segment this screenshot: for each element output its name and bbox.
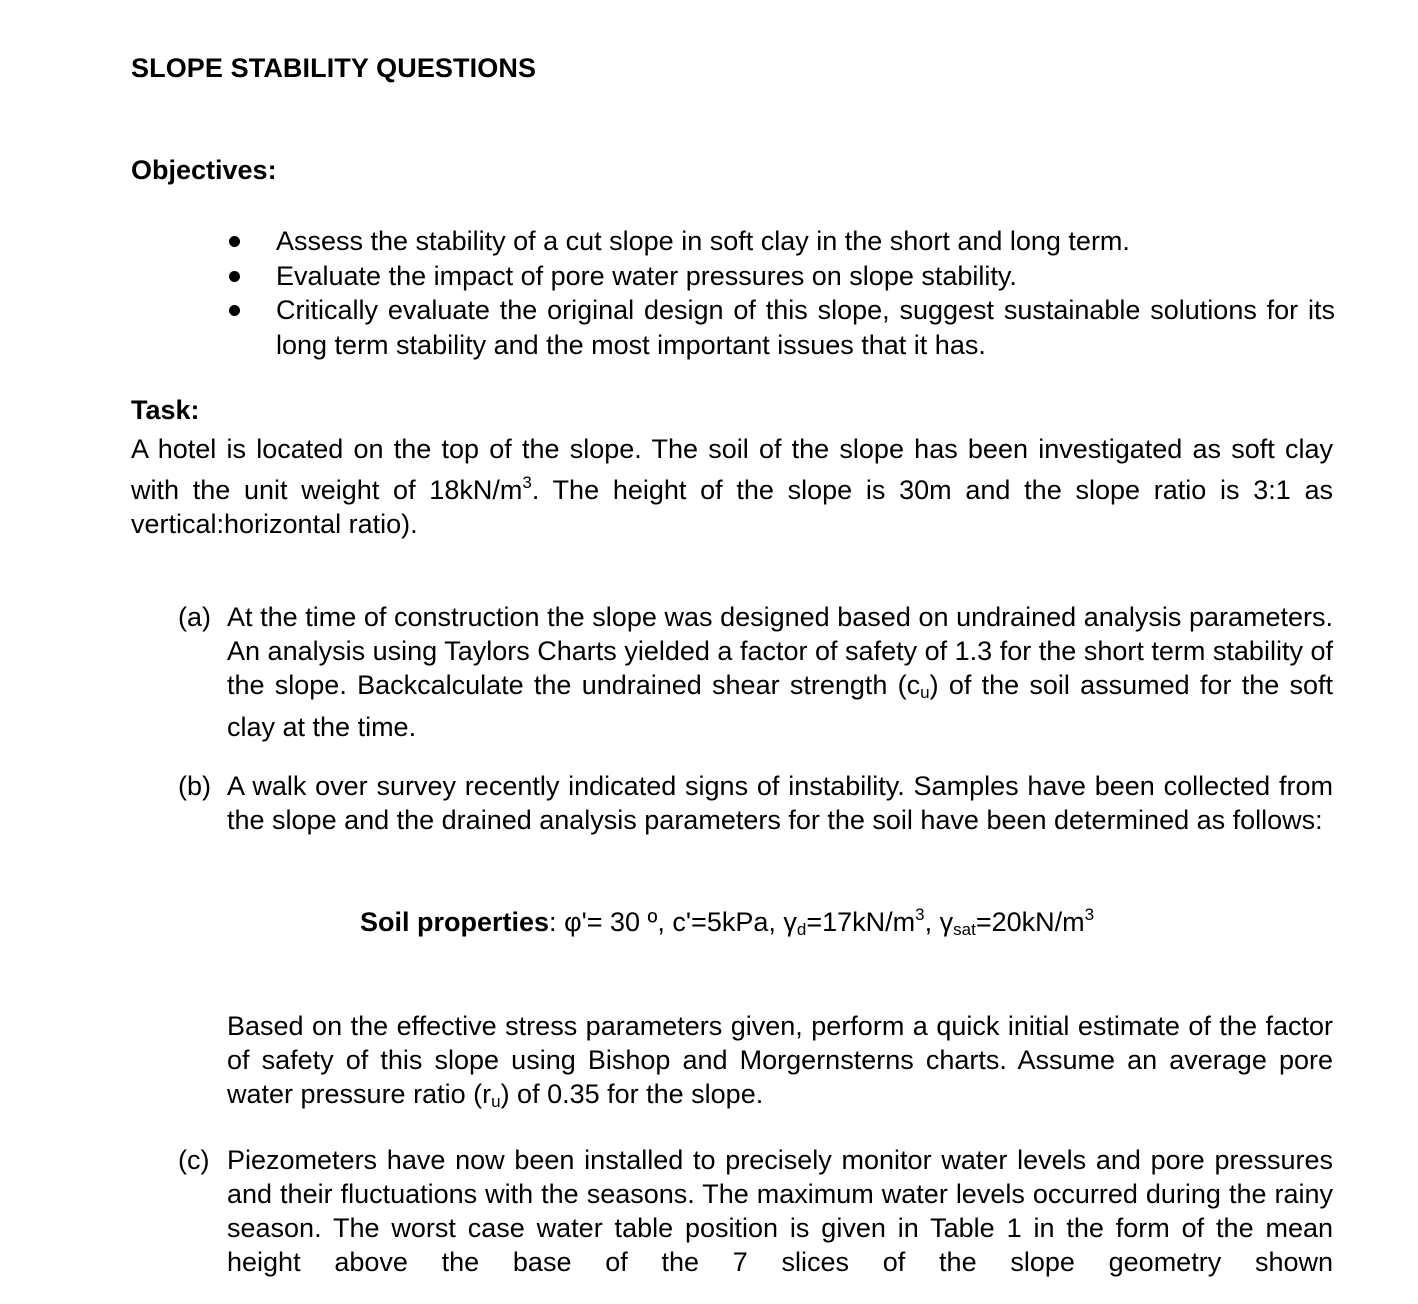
question-b-followup-start: Based on the effective stress parameters given, perform a quick initial estimate of the factor of safety of this slope using Bishop and Morgernsterns charts. Assume an average pore water pressure ratio (r — [227, 1011, 1333, 1109]
question-b-text: A walk over survey recently indicated signs of instability. Samples have been collected from the slope and the drained analysis parameters for the soil have been determined as follows: — [227, 771, 1333, 835]
question-a-text-end: ) of the soil assumed for the soft clay at the time. — [227, 670, 1333, 742]
question-a-text-start: At the time of construction the slope was designed based on undrained analysis parameters. An analysis using Taylors Charts yielded a factor of safety of 1.3 for the short term stability of the slope. Backcalculate the undrained shear strength (c — [227, 602, 1333, 700]
task-text-end: . The height of the slope is 30m and the slope ratio is 3:1 as vertical:horizontal ratio). — [131, 475, 1333, 539]
gamma-d-subscript: d — [796, 920, 807, 939]
objective-text: Evaluate the impact of pore water pressures on slope stability. — [276, 260, 1017, 291]
objectives-list — [225, 224, 1335, 362]
bullet-icon — [229, 236, 240, 247]
objective-text: Critically evaluate the original design of this slope, suggest sustainable solutions for its long term stability and the most important issues that it has. — [276, 295, 1335, 360]
question-a-label: (a) — [178, 602, 211, 632]
objective-item — [225, 259, 1335, 294]
soil-phi-c: φ'= 30 º, c'=5kPa, — [556, 907, 784, 937]
bullet-icon — [229, 305, 240, 316]
bullet-icon — [229, 271, 240, 282]
soil-properties-line — [360, 905, 1094, 940]
gamma-d-symbol: γ — [783, 907, 797, 937]
soil-properties-label: Soil properties — [360, 907, 550, 937]
question-b-followup — [227, 1009, 1333, 1119]
gamma-d-value: =17kN/m — [806, 907, 916, 937]
objectives-heading: Objectives: — [131, 155, 277, 185]
question-a-text — [227, 600, 1333, 744]
objective-item — [225, 293, 1335, 362]
gamma-sat-value: =20kN/m — [975, 907, 1085, 937]
soil-colon: : — [549, 907, 557, 937]
task-heading: Task: — [131, 395, 200, 425]
gamma-d-cubed: 3 — [915, 905, 925, 924]
question-b — [178, 769, 1333, 837]
question-c-text: Piezometers have now been installed to precisely monitor water levels and pore pressures and their fluctuations with the seasons. The maximum water levels occurred during the rainy season. The worst case water table position is given in Table 1 in the form of the mean height above the base of the 7 slices of the slope geometry shown — [227, 1145, 1333, 1277]
soil-separator: , — [924, 907, 940, 937]
question-b-followup-end: ) of 0.35 for the slope. — [500, 1079, 764, 1109]
page-title: SLOPE STABILITY QUESTIONS — [131, 53, 537, 83]
objective-item — [225, 224, 1335, 259]
question-b-followup-subscript: u — [491, 1092, 501, 1111]
question-c-label: (c) — [178, 1145, 210, 1175]
gamma-sat-subscript: sat — [953, 920, 976, 939]
question-c — [178, 1143, 1333, 1279]
task-superscript: 3 — [522, 473, 532, 492]
question-b-label: (b) — [178, 771, 211, 801]
task-description — [131, 432, 1333, 541]
gamma-sat-symbol: γ — [939, 907, 954, 937]
task-text-start: A hotel is located on the top of the slope. The soil of the slope has been investigated as soft clay with the unit weight of 18kN/m — [131, 434, 1333, 505]
question-a-subscript: u — [920, 683, 930, 702]
gamma-sat-cubed: 3 — [1084, 905, 1095, 924]
objective-text: Assess the stability of a cut slope in soft clay in the short and long term. — [276, 226, 1130, 256]
question-a — [178, 600, 1333, 744]
